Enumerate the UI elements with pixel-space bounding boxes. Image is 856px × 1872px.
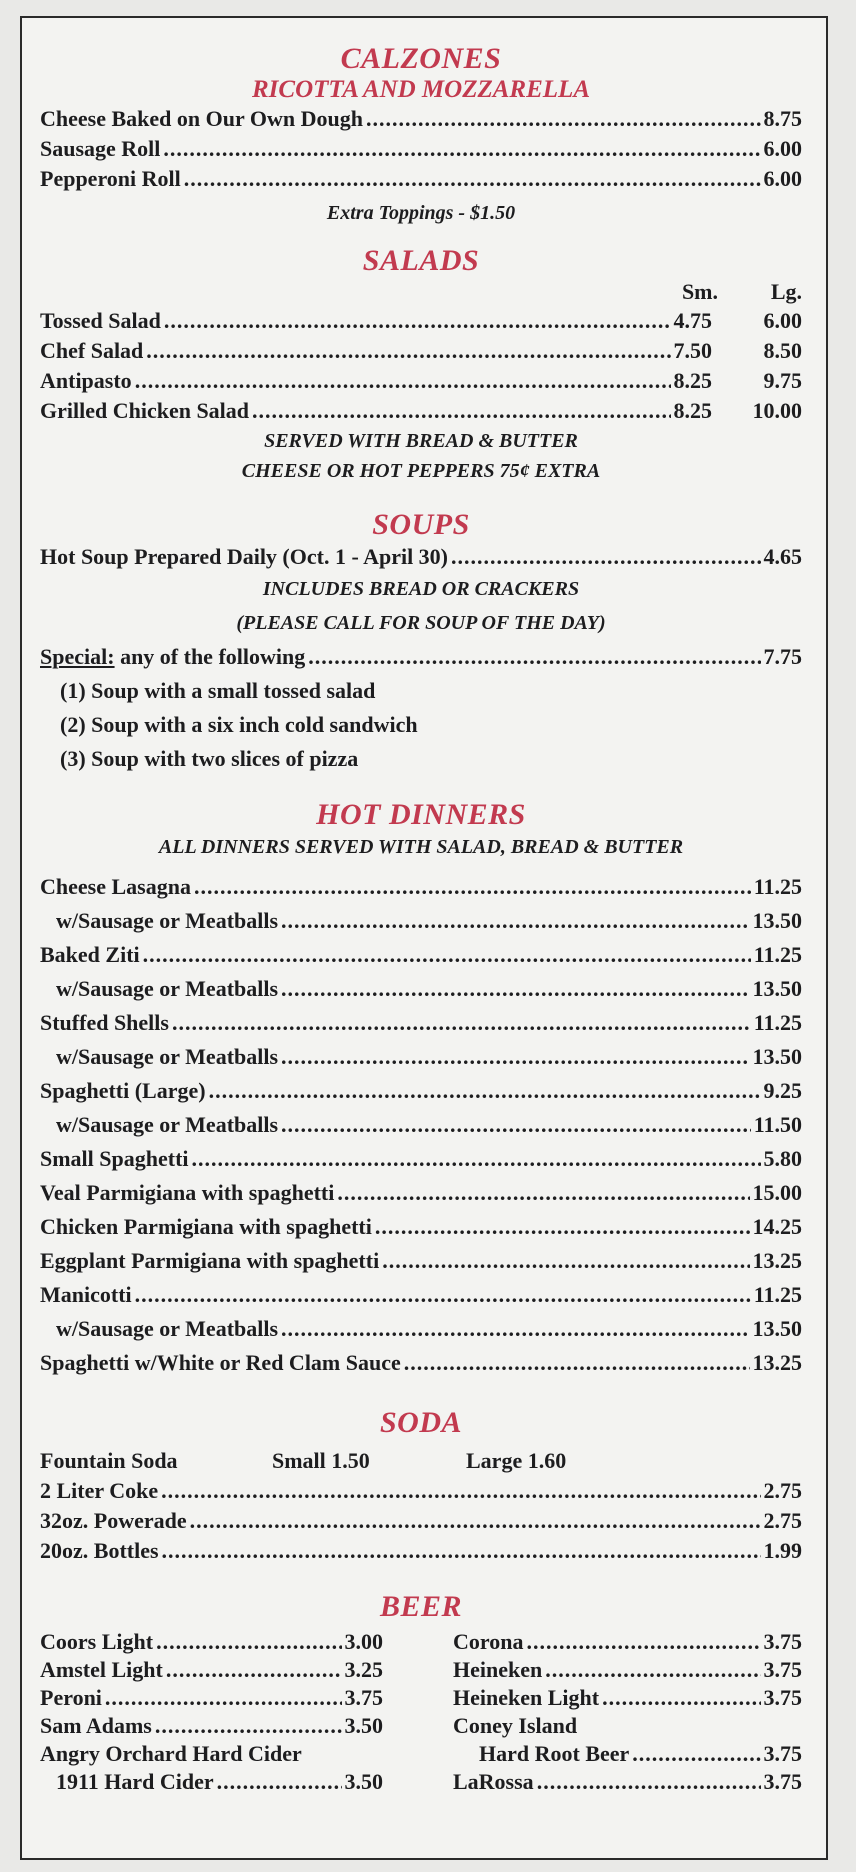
menu-item — [40, 396, 802, 426]
fountain-small: Small 1.50 — [272, 1448, 370, 1473]
special-option: (1) Soup with a small tossed salad — [60, 678, 376, 703]
leader-dots — [163, 134, 760, 164]
item-name: Antipasto — [40, 368, 132, 393]
item-name: Spaghetti (Large) — [40, 1078, 206, 1103]
menu-item — [40, 1142, 802, 1176]
item-name: Small Spaghetti — [40, 1146, 189, 1171]
calzones-title: CALZONES — [340, 42, 502, 75]
leader-dots — [545, 1656, 760, 1684]
item-name: Coors Light — [40, 1629, 154, 1654]
menu-item — [40, 1006, 802, 1040]
menu-item — [40, 366, 802, 396]
item-price: 14.25 — [752, 1214, 802, 1239]
leader-dots — [135, 1278, 751, 1312]
item-name: Sam Adams — [40, 1713, 152, 1738]
leader-dots — [451, 542, 760, 572]
menu-item — [40, 1656, 383, 1684]
menu-item — [40, 1346, 802, 1380]
menu-item — [40, 1210, 802, 1244]
menu-item — [40, 904, 802, 938]
item-name: Veal Parmigiana with spaghetti — [40, 1180, 335, 1205]
item-price: 3.50 — [344, 1713, 383, 1738]
item-name: Eggplant Parmigiana with spaghetti — [40, 1248, 380, 1273]
item-price-small: 8.25 — [673, 398, 712, 423]
item-name: Peroni — [40, 1685, 102, 1710]
item-price-large: 9.75 — [763, 368, 802, 393]
item-price: 11.25 — [753, 1010, 802, 1035]
item-price-large: 10.00 — [752, 398, 802, 423]
item-price-small: 7.50 — [673, 338, 712, 363]
item-price: 13.50 — [752, 1044, 802, 1069]
item-name: Manicotti — [40, 1282, 132, 1307]
leader-dots — [156, 1628, 341, 1656]
item-price: 13.50 — [752, 976, 802, 1001]
beer-section — [40, 1590, 802, 1796]
leader-dots — [172, 1006, 751, 1040]
leader-dots — [190, 1506, 761, 1536]
item-name: 1911 Hard Cider — [56, 1769, 214, 1794]
leader-dots — [155, 1712, 342, 1740]
item-price: 3.25 — [344, 1657, 383, 1682]
menu-item — [40, 542, 802, 572]
menu-item — [40, 1278, 802, 1312]
special-label: Special: — [40, 644, 115, 669]
beer-left-column — [40, 1628, 421, 1796]
item-price: 11.50 — [753, 1112, 802, 1137]
calzones-section — [40, 42, 802, 228]
item-name: 2 Liter Coke — [40, 1478, 159, 1503]
leader-dots — [194, 870, 751, 904]
item-name: Chef Salad — [40, 338, 144, 363]
leader-dots — [281, 1040, 749, 1074]
item-name: Baked Ziti — [40, 942, 140, 967]
menu-content — [40, 42, 802, 1796]
menu-item — [40, 938, 802, 972]
menu-item — [453, 1656, 802, 1684]
menu-item — [40, 1312, 802, 1346]
leader-dots — [281, 1108, 751, 1142]
salads-note-extras: CHEESE OR HOT PEPPERS 75¢ EXTRA — [241, 460, 601, 482]
special-text — [40, 640, 305, 674]
menu-item — [40, 1506, 802, 1536]
item-price: 3.75 — [763, 1741, 802, 1766]
item-name: w/Sausage or Meatballs — [56, 976, 279, 1001]
item-price: 15.00 — [752, 1180, 802, 1205]
leader-dots — [281, 972, 749, 1006]
special-option: (2) Soup with a six inch cold sandwich — [60, 712, 418, 737]
leader-dots — [146, 336, 670, 366]
item-name: Sausage Roll — [40, 136, 161, 161]
menu-item — [40, 1536, 802, 1566]
col-large-label: Lg. — [770, 279, 802, 304]
menu-item — [40, 1476, 802, 1506]
item-price: 9.25 — [763, 1078, 802, 1103]
item-price: 13.50 — [752, 908, 802, 933]
item-price: 13.25 — [752, 1350, 802, 1375]
item-price: 3.75 — [763, 1657, 802, 1682]
item-name: Grilled Chicken Salad — [40, 398, 250, 423]
item-name: Heineken — [453, 1657, 543, 1682]
leader-dots — [375, 1210, 750, 1244]
leader-dots — [166, 1656, 342, 1684]
item-price: 8.75 — [763, 106, 802, 131]
item-price: 11.25 — [753, 1282, 802, 1307]
soups-title: SOUPS — [372, 508, 470, 541]
leader-dots — [382, 1244, 749, 1278]
item-price: 3.00 — [344, 1629, 383, 1654]
beer-columns — [40, 1628, 802, 1796]
item-name: Cheese Lasagna — [40, 874, 191, 899]
item-price: 1.99 — [763, 1538, 802, 1563]
item-price: 4.65 — [763, 544, 802, 569]
soda-section — [40, 1406, 802, 1566]
menu-item — [40, 1074, 802, 1108]
menu-item — [40, 1712, 383, 1740]
item-price: 3.75 — [763, 1629, 802, 1654]
leader-dots — [308, 640, 760, 674]
item-price: 2.75 — [763, 1508, 802, 1533]
menu-item — [453, 1628, 802, 1656]
menu-item — [453, 1740, 802, 1768]
item-name: Spaghetti w/White or Red Clam Sauce — [40, 1350, 401, 1375]
item-name: w/Sausage or Meatballs — [56, 1112, 279, 1137]
item-name: LaRossa — [453, 1769, 534, 1794]
item-price-small: 4.75 — [673, 308, 712, 333]
salads-section — [40, 244, 802, 486]
item-price: 5.80 — [763, 1146, 802, 1171]
col-small-label: Sm. — [681, 279, 718, 304]
leader-dots — [527, 1628, 761, 1656]
item-name: Cheese Baked on Our Own Dough — [40, 106, 363, 131]
item-price: 6.00 — [763, 136, 802, 161]
salads-note-bread: SERVED WITH BREAD & BUTTER — [264, 430, 578, 452]
item-price: 13.25 — [752, 1248, 802, 1273]
soup-special — [40, 640, 802, 674]
leader-dots — [164, 306, 671, 336]
item-price: 3.75 — [763, 1685, 802, 1710]
menu-item — [40, 1684, 383, 1712]
leader-dots — [162, 1536, 761, 1566]
menu-item — [40, 1040, 802, 1074]
fountain-large: Large 1.60 — [466, 1448, 567, 1473]
item-name: Angry Orchard Hard Cider — [40, 1741, 302, 1766]
leader-dots — [537, 1768, 761, 1796]
item-name: Coney Island — [453, 1713, 578, 1738]
menu-item — [40, 134, 802, 164]
hot-dinners-section — [40, 798, 802, 1380]
item-price: 3.75 — [344, 1685, 383, 1710]
special-price: 7.75 — [763, 644, 802, 669]
menu-item — [40, 164, 802, 194]
menu-item — [40, 1628, 383, 1656]
menu-item — [40, 1108, 802, 1142]
menu-item — [40, 1740, 383, 1768]
soups-note-bread: INCLUDES BREAD OR CRACKERS — [262, 578, 580, 600]
soups-section — [40, 508, 802, 776]
item-name: 20oz. Bottles — [40, 1538, 159, 1563]
item-name: Hot Soup Prepared Daily (Oct. 1 - April 30) — [40, 544, 449, 569]
leader-dots — [209, 1074, 761, 1108]
leader-dots — [404, 1346, 750, 1380]
item-name: 32oz. Powerade — [40, 1508, 187, 1533]
fountain-label: Fountain Soda — [40, 1448, 178, 1473]
item-price: 2.75 — [763, 1478, 802, 1503]
item-name: w/Sausage or Meatballs — [56, 1316, 279, 1341]
leader-dots — [281, 1312, 749, 1346]
menu-item — [453, 1712, 802, 1740]
menu-item — [40, 1176, 802, 1210]
menu-item — [40, 306, 802, 336]
item-price: 11.25 — [753, 874, 802, 899]
leader-dots — [252, 396, 670, 426]
item-price: 6.00 — [763, 166, 802, 191]
leader-dots — [135, 366, 671, 396]
menu-item — [453, 1768, 802, 1796]
item-name: w/Sausage or Meatballs — [56, 908, 279, 933]
leader-dots — [184, 164, 761, 194]
calzones-subtitle: RICOTTA AND MOZZARELLA — [251, 76, 590, 103]
menu-item — [40, 870, 802, 904]
item-price: 3.50 — [344, 1769, 383, 1794]
soda-title: SODA — [379, 1406, 463, 1439]
leader-dots — [602, 1684, 760, 1712]
menu-item — [40, 1768, 383, 1796]
item-price-small: 8.25 — [673, 368, 712, 393]
item-price: 3.75 — [763, 1769, 802, 1794]
item-name: w/Sausage or Meatballs — [56, 1044, 279, 1069]
leader-dots — [337, 1176, 749, 1210]
leader-dots — [105, 1684, 342, 1712]
menu-item — [40, 972, 802, 1006]
item-price-large: 8.50 — [763, 338, 802, 363]
item-name: Corona — [453, 1629, 524, 1654]
fountain-soda-row — [40, 1446, 802, 1476]
leader-dots — [217, 1768, 342, 1796]
item-price-large: 6.00 — [763, 308, 802, 333]
leader-dots — [161, 1476, 760, 1506]
soups-note-call: (PLEASE CALL FOR SOUP OF THE DAY) — [236, 612, 606, 634]
item-name: Pepperoni Roll — [40, 166, 181, 191]
item-price: 13.50 — [752, 1316, 802, 1341]
menu-page — [20, 16, 828, 1860]
menu-item — [40, 104, 802, 134]
special-option: (3) Soup with two slices of pizza — [60, 746, 359, 771]
leader-dots — [366, 104, 761, 134]
menu-item — [453, 1684, 802, 1712]
menu-item — [40, 336, 802, 366]
item-price: 11.25 — [753, 942, 802, 967]
item-name: Amstel Light — [40, 1657, 163, 1682]
beer-right-column — [421, 1628, 802, 1796]
beer-title: BEER — [379, 1590, 463, 1623]
item-name: Chicken Parmigiana with spaghetti — [40, 1214, 372, 1239]
hot-dinners-note: ALL DINNERS SERVED WITH SALAD, BREAD & BUTTER — [158, 836, 684, 858]
leader-dots — [281, 904, 749, 938]
item-name: Tossed Salad — [40, 308, 161, 333]
leader-dots — [192, 1142, 761, 1176]
hot-dinners-title: HOT DINNERS — [316, 798, 526, 831]
calzones-note: Extra Toppings - $1.50 — [326, 202, 516, 224]
item-name: Heineken Light — [453, 1685, 600, 1710]
item-name: Hard Root Beer — [479, 1741, 630, 1766]
leader-dots — [632, 1740, 760, 1768]
leader-dots — [143, 938, 751, 972]
menu-item — [40, 1244, 802, 1278]
salads-title: SALADS — [362, 244, 480, 277]
salad-size-header — [40, 278, 802, 306]
special-description: any of the following — [114, 644, 306, 669]
item-name: Stuffed Shells — [40, 1010, 169, 1035]
